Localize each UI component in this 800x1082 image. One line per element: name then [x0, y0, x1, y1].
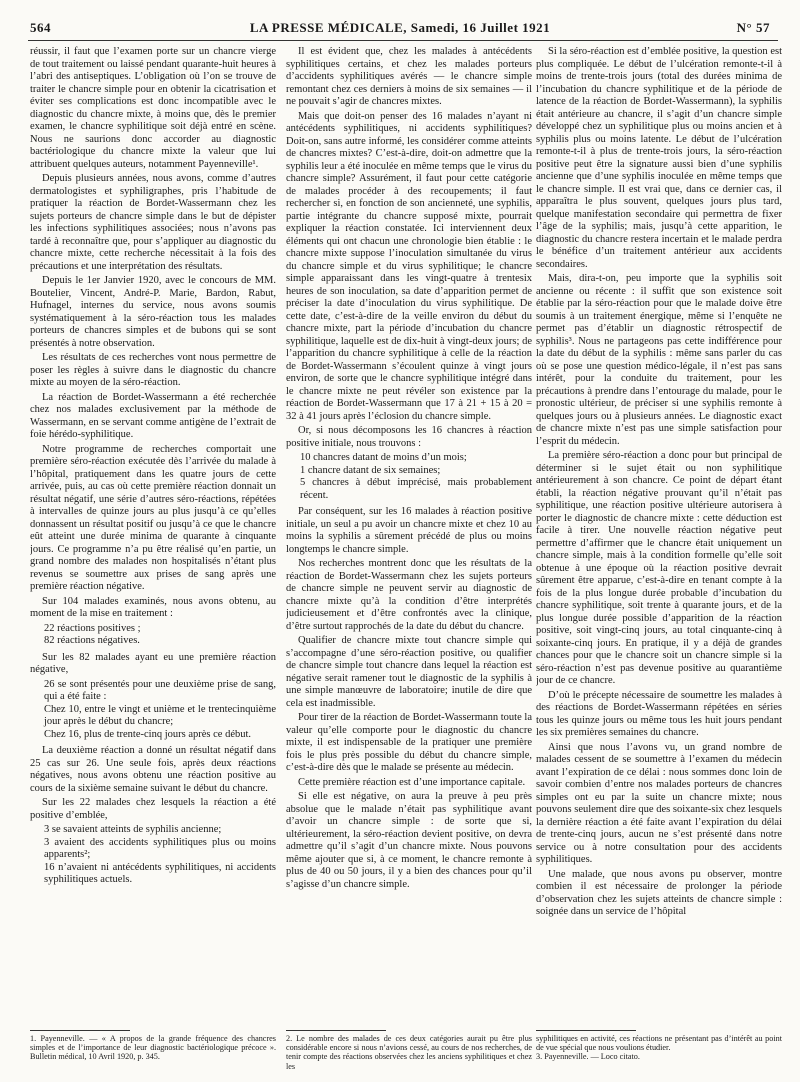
- paragraph: Mais, dira-t-on, peu importe que la syphilis soit ancienne ou récente : il suffit que son existence soit établie par la séro-réaction pour que le malade doive être soumis à un traitement énergique, même si l’enquête ne permet pas d’établir un diagnostic rétrospectif de syphilis³. Nous ne partageons pas cette indifférence pour la date du début de la syphilis : même sans parler du cas où se pose une question médico-légale, il n’est pas sans intérêt, pour la conduite du traitement, pour les précautions à prendre dans l’entourage du malade, pour le pronostic ultérieur, de préciser si une syphilis remonte à quelques jours ou à plusieurs années. Le diagnostic exact de chancre mixte n’est pas une simple satisfaction pour l’esprit du médecin.: [536, 273, 782, 447]
- paragraph: La première séro-réaction a donc pour but principal de déterminer si le sujet était ou non syphilitique antérieurement à son chancre. Ce point de départ étant établi, la réaction négative prouvant qu’il n’était pas syphilitique, une réaction positive ultérieure autorisera à porter le diagnostic de chancre mixte : cette déduction est facile à tirer. Une nouvelle réaction négative peut permettre d’affirmer que le chancre était uniquement un chancre simple, mais à la condition formelle qu’elle soit obtenue à une époque où la réaction positive devrait sûrement être apparue, c’est-à-dire en tenant compte à la fois de la plus longue durée probable d’incubation du chancre syphilitique, soit trente à quarante jours, et de la plus longue durée possible d’apparition de la réaction positive, soit vingt-cinq jours, au total cinquante-cinq à soixante-cinq jours. En pratique, il y a déjà de grandes chances pour que le chancre soit un chancre simple si la séro-réaction n’est pas devenue positive au quarantième jour de ce chancre.: [536, 450, 782, 686]
- paragraph: Mais que doit-on penser des 16 malades n’ayant ni antécédents syphilitiques, ni accidents syphilitiques? Doit-on, sans autre informé, les considérer comme atteints de chancres mixtes? C’est-à-dire, doit-on admettre que la syphilis leur a été inoculée en même temps que le virus du chancre simple? Assurément, il faut pour cette catégorie de malades procéder à des recoupements; il faut rechercher si, en fonction de son ancienneté, une syphilis, partie intégrante du chancre supposé mixte, pourrait expliquer la réaction constatée. Ici interviennent deux éléments qui ont chacun une chronologie bien établie : le chancre mixte suppose l’inoculation simultanée du virus du chancre simple et du virus syphilitique; le chancre simple apparaissant dans les vingt-quatre à trentesix heures de son inoculation, sa date d’apparition permet de préciser la date d’inoculation du virus syphilitique. De cette date, c’est-à-dire de la veille environ du début du chancre mixte, part la période d’incubation du chancre syphilitique, laquelle est de dix-huit à vingt-deux jours; de l’apparition du chancre syphilitique à celle de la réaction de Bordet-Wassermann s’écoulent quinze à vingt jours environ, de sorte que le chancre syphilitique intégré dans le chancre mixte ne peut révéler son existence par la réaction de Bordet-Wassermann que 17 à 21 + 15 à 20 = 32 à 41 jours après l’éclosion du chancre simple.: [286, 110, 532, 422]
- enumeration-list: [44, 824, 276, 887]
- paragraph: Si la séro-réaction est d’emblée positive, la question est plus compliquée. Le début de l’ulcération remonte-t-il à moins de trente-trois jours (total des durées minima de l’incubation du chancre syphilitique et de la période de latence de la réaction de Bordet-Wassermann), la syphilis était antérieure au chancre, il s’agit d’un chancre simple développé chez un syphilitique plus ou moins ancien et à syphilis plus ou moins latente. Le début de l’ulcération remonte-t-il à plus de trente-trois jours, la séro-réaction positive peut être la signature aussi bien d’une syphilis ancienne que d’une syphilis inoculée en même temps que le chancre simple. Il est vrai que, dans ce dernier cas, il apparaîtra le plus souvent, quelques jours plus tard, quelque manifestation secondaire qui permettra de fixer l’âge de la syphilis; mais, jusqu’à cette apparition, le diagnostic du chancre restera incertain et le malade perdra le bénéfice d’un traitement antérieur aux accidents secondaires.: [536, 46, 782, 270]
- paragraph: Par conséquent, sur les 16 malades à réaction positive initiale, un seul a pu avoir un chancre mixte et chez 10 au moins la syphilis a sûrement précédé de plus ou moins longtemps le chancre simple.: [286, 506, 532, 555]
- list-item: 3 avaient des accidents syphilitiques plus ou moins apparents²;: [44, 836, 276, 860]
- enumeration-list: [44, 623, 276, 648]
- paragraph: Si elle est négative, on aura la preuve à peu près absolue que le malade n’était pas syphilitique avant d’avoir un chancre simple : de sorte que si, ultérieurement, la séro-réaction devient positive, on devra admettre qu’il s’agit d’un chancre mixte. Nous pouvons même ajouter que si, à ce moment, le chancre remonte à plus de 40 ou 50 jours, il y a bien des chances pour qu’il s’agisse d’un chancre simple.: [286, 791, 532, 890]
- list-item: Chez 10, entre le vingt et unième et le trentecinquième jour après le début du chancre;: [44, 703, 276, 727]
- paragraph: Sur les 82 malades ayant eu une première réaction négative,: [30, 651, 276, 675]
- footnote-rule-2: [286, 1030, 386, 1031]
- list-item: 10 chancres datant de moins d’un mois;: [300, 452, 467, 463]
- footnote-1: 1. Payenneville. — « A propos de la grande fréquence des chancres simples et de l’importance de leur diagnostic bactériologique précoce ». Bulletin médical, 10 Avril 1920, p. 345.: [30, 1034, 276, 1062]
- text-column-1: [30, 46, 276, 1016]
- paragraph: D’où le précepte nécessaire de soumettre les malades à des réactions de Bordet-Wassermann répétées en séries tous les quinze jours ou même tous les huit jours pendant les six premières semaines du chancre.: [536, 689, 782, 738]
- text-column-2: [286, 46, 532, 1016]
- paragraph: Notre programme de recherches comportait une première séro-réaction exécutée dès l’arrivée du malade à l’hôpital, pratiquement dans les quatre jours de cette arrivée, puis, au cas où cette première réaction donnait un résultat négatif, une série d’autres séro-réactions, répétées à intervalles de quinze jours au plus jusqu’à ce qu’elles donnassent un résultat positif ou jusqu’à ce que le chancre eût atteint une durée minima de quarante à cinquante jours. Ce programme n’a pu être réalisé qu’en partie, un grand nombre des malades non hospitalisés n’étant plus revenus se soumettre aux prises de sang après une première réaction négative.: [30, 443, 276, 592]
- list-item: 1 chancre datant de six semaines;: [300, 464, 441, 476]
- paragraph: réussir, il faut que l’examen porte sur un chancre vierge de tout traitement ou laissé pendant quarante-huit heures à l’abri des antiseptiques. L’obligation où l’on se trouve de traiter le chancre simple pour en obtenir la cicatrisation et éviter ses complications est donc incompatible avec le diagnostic du chancre mixte, à moins que, dès le premier examen, le chancre syphilitique soit déjà entré en scène. Nous ne saurions donc accorder au diagnostic bactériologique du chancre mixte la valeur que lui attribuent quelques auteurs, notamment Payenneville¹.: [30, 46, 276, 170]
- paragraph: Sur les 22 malades chez lesquels la réaction a été positive d’emblée,: [30, 797, 276, 821]
- issue-number: N° 57: [736, 20, 770, 35]
- paragraph: Les résultats de ces recherches vont nous permettre de poser les règles à suivre dans le diagnostic du chancre mixte au moyen de la séro-réaction.: [30, 352, 276, 388]
- footnote-rule-1: [30, 1030, 130, 1031]
- paragraph: Sur 104 malades examinés, nous avons obtenu, au moment de la mise en traitement :: [30, 595, 276, 619]
- paragraph: Or, si nous décomposons les 16 chancres à réaction positive initiale, nous trouvons :: [286, 425, 532, 449]
- list-item: 5 chancres à début imprécisé, mais probablement récent.: [300, 477, 532, 501]
- paragraph: Cette première réaction est d’une importance capitale.: [298, 776, 526, 788]
- list-item: Chez 16, plus de trente-cinq jours après ce début.: [44, 728, 252, 740]
- paragraph: Nos recherches montrent donc que les résultats de la réaction de Bordet-Wassermann chez les sujets porteurs de chancre simple ne peuvent servir au diagnostic de chancre mixte qu’à la condition d’être interprétés judicieusement et d’être confrontés avec la clinique, d’être surtout rapprochés de la date du début du chancre.: [286, 558, 532, 632]
- header-rule: [28, 40, 778, 41]
- paragraph: Depuis plusieurs années, nous avons, comme d’autres dermatologistes et syphiligraphes, pris l’habitude de pratiquer la réaction de Bordet-Wassermann chez les sujets porteurs de chancre simple dans le but de dépister les infections syphilitiques associées; nous n’avons pas tardé à reconnaître que, pour s’appliquer au diagnostic du chancre mixte, cette recherche nécessitait à la fois des précautions et une interprétation des résultats.: [30, 173, 276, 272]
- list-item: 22 réactions positives ;: [44, 622, 141, 634]
- list-item: 16 n’avaient ni antécédents syphilitiques, ni accidents syphilitiques actuels.: [44, 861, 276, 885]
- paragraph: La réaction de Bordet-Wassermann a été recherchée chez nos malades exclusivement par la méthode de Wassermann, en se servant comme antigène de l’extrait de foie hérédo-syphilitique.: [30, 391, 276, 440]
- list-item: 82 réactions négatives.: [44, 635, 140, 646]
- paragraph: Pour tirer de la réaction de Bordet-Wassermann toute la valeur qu’elle comporte pour le diagnostic du chancre mixte, il est indispensable de la pratiquer une première fois le plus près possible du début du chancre simple, c’est-à-dire dès que le malade se présente au médecin.: [286, 712, 532, 773]
- enumeration-list: [44, 679, 276, 742]
- footnote-rule-3: [536, 1030, 636, 1031]
- text-column-3: [536, 46, 782, 1016]
- list-item: 3 se savaient atteints de syphilis ancienne;: [44, 824, 222, 835]
- paragraph: Qualifier de chancre mixte tout chancre simple qui s’accompagne d’une séro-réaction positive, ou qualifier de chancre simple tout chancre dans lequel la réaction est négative serait ramener tout le diagnostic de la syphilis à une simple manœuvre de laboratoire; inutile de dire que cela est inadmissible.: [286, 635, 532, 709]
- footnote-line: syphilitiques en activité, ces réactions ne présentant pas d’intérêt au point de vue spécial que nous voulions étudier.: [536, 1034, 782, 1053]
- list-item: 26 se sont présentés pour une deuxième prise de sang, qui a été faite :: [44, 678, 276, 702]
- paragraph: Il est évident que, chez les malades à antécédents syphilitiques certains, et chez les malades porteurs d’accidents syphilitiques avérés — le chancre simple remontant chez ces derniers à moins de six semaines — il ne pouvait s’agir de chancres mixtes.: [286, 46, 532, 107]
- enumeration-list: [300, 452, 532, 502]
- paragraph: Depuis le 1er Janvier 1920, avec le concours de MM. Boutelier, Vincent, André-P. Marie, Bardon, Rabut, Hufnagel, internes du service, nous avons soumis systématiquement à la séro-réaction tous les malades porteurs de chancres simples et de bubons qui se sont présentés à notre observation.: [30, 275, 276, 349]
- page-header: [20, 20, 780, 38]
- paragraph: La deuxième réaction a donné un résultat négatif dans 25 cas sur 26. Une seule fois, après deux réactions négatives, nous avons obtenu une réaction positive au cours de la sixième semaine suivant le début du chancre.: [30, 745, 276, 794]
- footnote-line: 3. Payenneville. — Loco citato.: [536, 1052, 640, 1062]
- page-number: 564: [30, 20, 51, 35]
- paragraph: Une malade, que nous avons pu observer, montre combien il est nécessaire de prolonger la période d’observation chez les sujets atteints de chancre simple : soignée dans un service de l’hôpital: [536, 868, 782, 917]
- footnote-2: 2. Le nombre des malades de ces deux catégories aurait pu être plus considérable encore si nous n’avions cessé, au cours de nos recherches, de tenir compte des réactions observées chez les anciens syphilitiques et chez les: [286, 1034, 532, 1071]
- journal-title: LA PRESSE MÉDICALE, Samedi, 16 Juillet 1921: [249, 20, 551, 35]
- footnote-3: [536, 1034, 782, 1062]
- paragraph: Ainsi que nous l’avons vu, un grand nombre de malades cessent de se soumettre à l’examen du médecin avant l’expiration de ce délai : nous sommes donc loin de savoir combien d’entre nos malades porteurs de chancres simples ont eu par la suite un chancre mixte; nous pouvons seulement dire que des soixante-six chez lesquels la dernière réaction a été faite avant l’expiration du délai de trente-cinq jours, aucun ne s’est présenté dans notre service ou à notre consultation pour des accidents syphilitiques.: [536, 741, 782, 865]
